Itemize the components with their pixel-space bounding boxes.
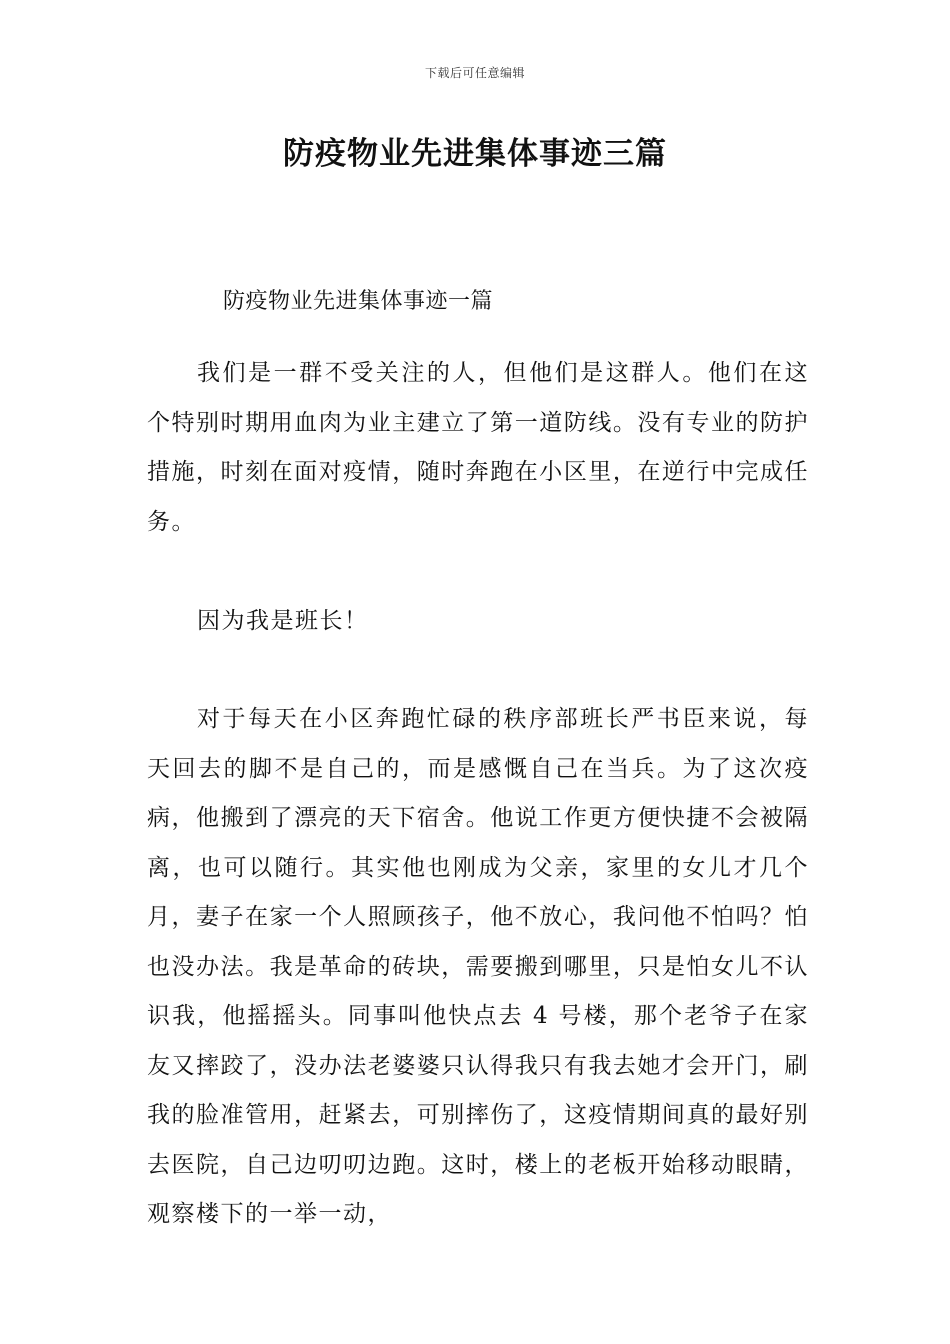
header-note: 下载后可任意编辑 bbox=[424, 66, 525, 80]
paragraph-heading-line: 因为我是班长！ bbox=[197, 608, 369, 634]
document-title: 防疫物业先进集体事迹三篇 bbox=[283, 136, 667, 172]
section-title: 防疫物业先进集体事迹一篇 bbox=[223, 289, 494, 314]
paragraph-story: 对于每天在小区奔跑忙碌的秩序部班长严书臣来说，每天回去的脚不是自己的，而是感慨自己在当兵。为了这次疫病，他搬到了漂亮的天下宿舍。他说工作更方便快捷不会被隔离，也可以随行。其实他也刚成为父亲，家里的女儿才几个月，妻子在家一个人照顾孩子，他不放心，我问他不怕吗？怕也没办法。我是革命的砖块，需要搬到哪里，只是怕女儿不认识我，他摇摇头。同事叫他快点去 4 号楼，那个老爷子在家友又摔跤了，没办法老婆婆只认得我只有我去她才会开门，刷我的脸准管用，赶紧去，可别摔伤了，这疫情期间真的最好别去医院，自己边叨叨边跑。这时，楼上的老板开始移动眼睛，观察楼下的一举一动， bbox=[147, 706, 809, 1227]
paragraph-intro: 我们是一群不受关注的人，但他们是这群人。他们在这个特别时期用血肉为业主建立了第一道防线。没有专业的防护措施，时刻在面对疫情，随时奔跑在小区里，在逆行中完成任务。 bbox=[147, 360, 809, 535]
